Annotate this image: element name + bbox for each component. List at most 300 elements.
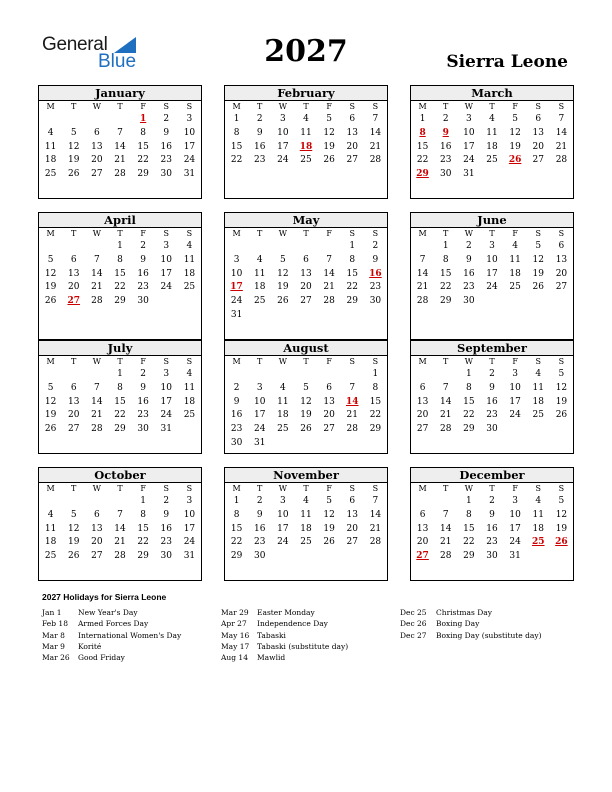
day-number: 3 [256,382,263,393]
day-cell [341,409,364,423]
day-cell [411,168,434,182]
day-cell [434,240,457,254]
day-cell [318,495,341,509]
holiday-column [400,607,570,641]
day-number: 28 [416,296,429,307]
day-number: 12 [509,127,521,138]
day-number: 10 [277,509,289,520]
day-number: 3 [163,241,170,251]
day-cell [39,550,62,564]
day-cell [178,409,201,423]
day-cell [248,550,271,564]
day-number: 22 [463,537,475,548]
day-number: 16 [137,396,149,407]
holiday-name: Easter Monday [257,608,315,617]
day-number: 28 [555,155,568,166]
weekday-header: M [418,229,427,238]
day-cell [527,495,550,509]
day-number: 15 [137,141,149,152]
day-number: 17 [463,141,475,152]
holiday-day: 26 [555,537,568,548]
day-cell [457,495,480,509]
day-number: 30 [486,551,498,562]
month-title: December [411,468,573,483]
day-cell [364,509,387,523]
day-number: 28 [114,169,126,180]
day-cell [62,141,85,155]
day-number: 27 [323,424,335,435]
day-cell [294,154,317,168]
day-cell [248,254,271,268]
day-number: 19 [532,268,544,279]
empty-cell [527,423,550,437]
day-cell [85,523,108,537]
day-number: 9 [489,509,495,520]
day-cell [62,281,85,295]
day-cell [480,396,503,410]
day-number: 27 [532,155,544,166]
day-number: 24 [486,282,498,293]
day-cell [178,550,201,564]
day-number: 23 [463,282,475,293]
day-cell [248,281,271,295]
day-cell [527,154,550,168]
day-cell [85,509,108,523]
weekday-header: F [326,229,332,238]
day-number: 4 [512,241,518,251]
day-cell [364,423,387,437]
day-cell [108,396,131,410]
weekday-header: W [92,484,101,493]
day-cell [411,523,434,537]
empty-cell [39,240,62,254]
weekday-header: M [418,102,427,111]
day-number: 16 [160,141,172,152]
day-cell [480,495,503,509]
empty-cell [318,309,341,323]
day-number: 8 [372,382,379,393]
weekday-header: T [443,357,449,366]
holiday-row [42,630,220,641]
day-number: 19 [67,537,80,548]
weekday-header: T [489,102,495,111]
day-cell [364,141,387,155]
day-number: 24 [160,282,172,293]
day-number: 1 [140,496,146,506]
holiday-row [221,641,399,652]
day-cell [225,295,248,309]
weekday-header: T [257,102,263,111]
day-cell [132,240,155,254]
weekday-header: W [464,229,473,238]
day-number: 10 [160,254,172,265]
day-cell [457,281,480,295]
day-number: 11 [183,382,196,393]
day-cell [155,509,178,523]
day-cell [341,295,364,309]
empty-cell [39,113,62,127]
day-number: 8 [140,509,146,520]
day-cell [85,396,108,410]
day-cell [550,240,573,254]
month-may [224,212,388,340]
day-cell [434,382,457,396]
day-number: 27 [346,155,358,166]
day-number: 5 [326,114,332,124]
day-number: 3 [512,369,518,379]
weekday-header: T [489,484,495,493]
day-number: 28 [91,296,103,307]
day-cell [155,254,178,268]
empty-cell [248,309,271,323]
day-number: 24 [183,155,196,166]
weekday-header: T [443,229,449,238]
day-cell [248,127,271,141]
day-number: 22 [416,155,429,166]
day-cell [85,268,108,282]
day-cell [271,268,294,282]
empty-cell [341,309,364,323]
day-number: 13 [555,254,568,265]
day-number: 27 [91,551,103,562]
day-cell [318,113,341,127]
weekday-header: M [418,357,427,366]
day-cell [132,509,155,523]
day-number: 16 [486,396,498,407]
day-cell [62,127,85,141]
day-cell [527,127,550,141]
day-cell [527,254,550,268]
day-cell [434,168,457,182]
day-cell [294,281,317,295]
day-number: 9 [372,254,379,265]
day-number: 7 [372,114,379,124]
weekday-header: T [303,229,309,238]
day-number: 12 [323,127,335,138]
day-number: 5 [279,254,286,265]
day-number: 19 [555,396,568,407]
day-number: 31 [230,309,243,320]
empty-cell [527,550,550,564]
day-number: 3 [279,496,286,506]
day-number: 19 [67,155,80,166]
day-number: 20 [323,410,335,421]
month-september [410,340,574,454]
day-number: 15 [463,396,475,407]
day-cell [550,396,573,410]
day-cell [39,382,62,396]
day-cell [341,382,364,396]
day-cell [341,536,364,550]
day-number: 30 [463,296,475,307]
day-number: 31 [463,169,475,180]
day-number: 13 [91,523,103,534]
holiday-name: International Women's Day [78,630,182,640]
day-number: 23 [253,537,266,548]
day-cell [550,254,573,268]
day-number: 5 [535,241,542,251]
day-number: 9 [163,509,170,520]
day-number: 6 [419,382,426,393]
day-cell [527,382,550,396]
day-number: 13 [532,127,544,138]
day-cell [457,382,480,396]
day-number: 16 [160,523,172,534]
day-cell [341,523,364,537]
holiday-row [400,630,570,641]
day-number: 24 [277,155,289,166]
holidays-title: 2027 Holidays for Sierra Leone [42,592,167,602]
day-cell [318,509,341,523]
empty-cell [550,168,573,182]
holiday-row [400,607,570,618]
month-title: November [225,468,387,483]
day-number: 16 [230,410,243,421]
day-cell [108,509,131,523]
weekday-header: S [186,229,193,238]
day-number: 2 [140,241,146,251]
day-number: 31 [183,169,196,180]
day-cell [132,168,155,182]
day-number: 9 [140,254,146,265]
weekday-header: S [186,484,193,493]
empty-cell [480,295,503,309]
day-number: 1 [117,369,123,379]
day-cell [504,113,527,127]
day-number: 6 [535,114,542,124]
day-number: 25 [183,282,196,293]
empty-cell [294,309,317,323]
day-number: 20 [555,268,568,279]
day-number: 9 [465,254,472,265]
day-cell [341,240,364,254]
day-number: 10 [509,382,521,393]
empty-cell [225,240,248,254]
day-number: 3 [489,241,495,251]
day-cell [248,268,271,282]
empty-cell [271,309,294,323]
weekday-header: S [558,102,565,111]
day-number: 2 [489,369,495,379]
weekday-header: T [71,357,77,366]
day-cell [318,423,341,437]
day-cell [504,268,527,282]
day-cell [527,141,550,155]
weekday-header: S [535,484,542,493]
weekday-header: S [163,357,170,366]
day-number: 22 [369,410,382,421]
day-number: 14 [323,268,335,279]
day-cell [411,113,434,127]
holiday-day: 29 [416,169,429,180]
day-number: 20 [91,155,103,166]
logo-blue-text: Blue [98,51,137,72]
day-number: 15 [369,396,382,407]
day-number: 30 [137,296,149,307]
day-number: 4 [303,114,309,124]
day-number: 7 [326,254,332,265]
day-number: 10 [253,396,266,407]
day-number: 21 [555,141,568,152]
day-cell [294,523,317,537]
empty-cell [62,495,85,509]
day-number: 30 [137,424,149,435]
day-cell [480,127,503,141]
day-cell [341,281,364,295]
day-number: 21 [369,523,382,534]
day-number: 19 [277,282,289,293]
day-number: 29 [346,296,358,307]
holiday-name: Good Friday [78,653,125,663]
day-number: 3 [465,114,472,124]
day-cell [411,423,434,437]
day-number: 19 [509,141,521,152]
weekday-header: S [372,484,379,493]
holiday-row [221,630,399,641]
day-number: 1 [419,114,426,124]
day-cell [271,154,294,168]
day-cell [480,409,503,423]
day-number: 31 [183,551,196,562]
day-cell [271,127,294,141]
day-cell [527,523,550,537]
day-cell [550,127,573,141]
weekday-header: S [558,484,565,493]
day-number: 2 [489,496,495,506]
day-cell [504,550,527,564]
day-cell [294,396,317,410]
day-number: 14 [369,127,382,138]
day-number: 17 [277,141,289,152]
day-number: 27 [91,169,103,180]
day-cell [411,254,434,268]
day-cell [39,523,62,537]
day-cell [318,382,341,396]
day-cell [155,523,178,537]
day-cell [294,509,317,523]
day-cell [248,523,271,537]
empty-cell [178,295,201,309]
day-number: 4 [186,369,193,379]
day-cell [39,268,62,282]
day-cell [108,168,131,182]
day-cell [457,409,480,423]
day-cell [527,396,550,410]
day-cell [434,295,457,309]
page-title: 2027 [264,34,348,69]
day-number: 6 [419,509,426,520]
weekday-header: T [489,357,495,366]
empty-cell [271,550,294,564]
weekday-header: F [512,357,518,366]
day-cell [434,141,457,155]
day-number: 10 [183,127,196,138]
empty-cell [225,368,248,382]
holiday-date: Mar 9 [42,641,65,651]
holiday-name: Tabaski (substitute day) [257,641,349,651]
day-cell [434,509,457,523]
weekday-header: F [512,484,518,493]
day-number: 3 [279,114,286,124]
day-number: 16 [137,268,149,279]
day-cell [364,495,387,509]
day-cell [39,396,62,410]
weekday-header: S [349,102,356,111]
day-cell [178,495,201,509]
empty-cell [341,437,364,451]
day-cell [248,423,271,437]
day-number: 11 [300,509,312,520]
day-cell [457,268,480,282]
holiday-day: 27 [416,551,429,562]
day-number: 22 [137,537,149,548]
day-number: 28 [369,155,382,166]
empty-cell [411,368,434,382]
day-cell [178,396,201,410]
day-cell [271,495,294,509]
day-cell [504,509,527,523]
day-cell [155,113,178,127]
day-cell [248,295,271,309]
day-number: 14 [416,268,429,279]
day-number: 27 [67,424,80,435]
day-number: 6 [93,509,100,520]
holiday-row [42,607,220,618]
weekday-header: S [372,357,379,366]
day-cell [85,536,108,550]
day-number: 29 [114,424,126,435]
day-cell [271,409,294,423]
day-number: 7 [117,509,123,520]
day-cell [411,396,434,410]
holiday-row [221,607,399,618]
day-cell [155,240,178,254]
day-cell [225,281,248,295]
day-cell [411,268,434,282]
day-number: 19 [44,410,57,421]
weekday-header: T [443,484,449,493]
day-cell [85,409,108,423]
day-number: 26 [44,424,57,435]
day-cell [434,281,457,295]
day-number: 2 [256,114,263,124]
day-cell [411,141,434,155]
day-number: 31 [253,437,266,448]
month-title: October [39,468,201,483]
holiday-date: Mar 26 [42,653,70,663]
day-number: 24 [463,155,475,166]
weekday-header: T [489,229,495,238]
day-number: 29 [137,169,149,180]
day-number: 21 [439,537,452,548]
day-cell [550,536,573,550]
weekday-header: W [464,102,473,111]
day-number: 29 [439,296,452,307]
day-cell [480,509,503,523]
day-cell [341,268,364,282]
day-cell [480,423,503,437]
day-number: 8 [233,509,240,520]
day-number: 23 [369,282,382,293]
day-cell [434,154,457,168]
month-title: April [39,213,201,228]
day-cell [108,240,131,254]
day-cell [457,127,480,141]
empty-cell [527,295,550,309]
day-number: 13 [67,268,80,279]
day-cell [132,154,155,168]
day-cell [341,509,364,523]
